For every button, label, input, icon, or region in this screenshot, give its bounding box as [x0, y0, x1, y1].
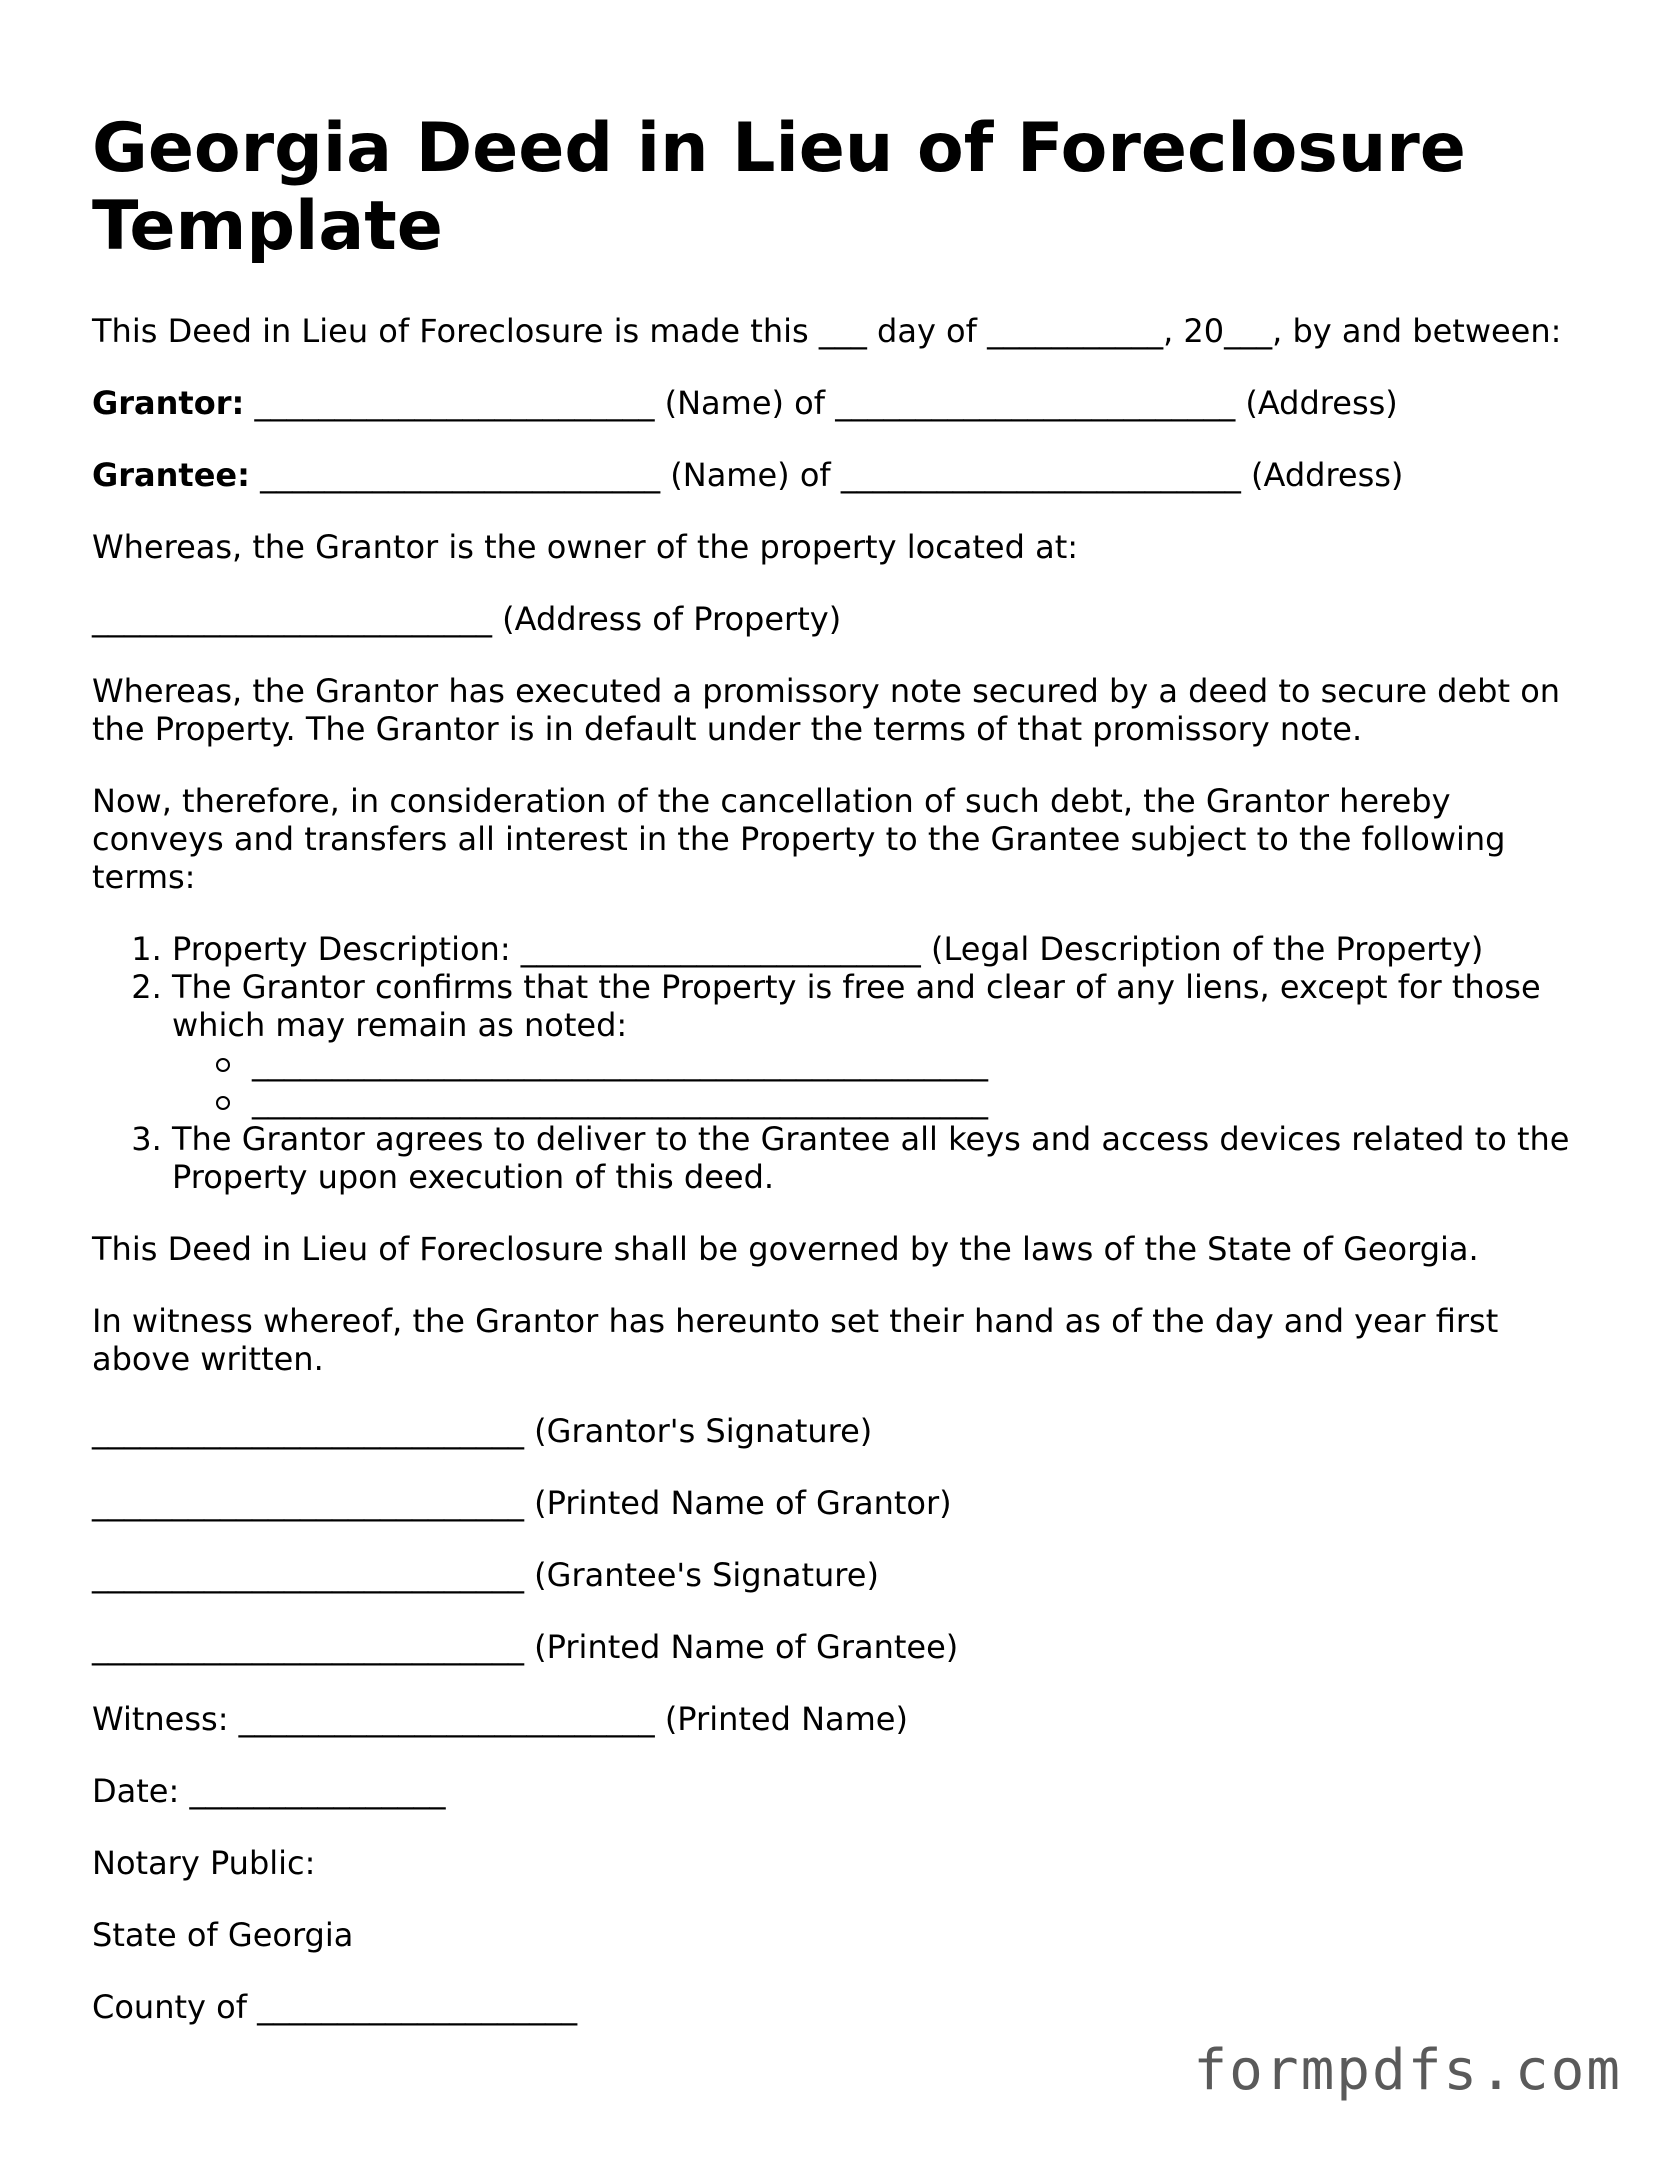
- liens-list: [172, 1044, 1592, 1120]
- notary-heading: Notary Public:: [92, 1844, 316, 1882]
- lien-blank: ______________________________________________: [252, 1082, 988, 1120]
- lien-blank: ______________________________________________: [252, 1044, 988, 1082]
- intro-paragraph: This Deed in Lieu of Foreclosure is made this ___ day of ___________, 20___, by and between:: [92, 312, 1562, 350]
- property-address-line: _________________________ (Address of Property): [92, 600, 842, 638]
- grantee-line: [92, 456, 1592, 494]
- governed-paragraph: This Deed in Lieu of Foreclosure shall be governed by the laws of the State of Georgia.: [92, 1230, 1479, 1268]
- date-line: Date: ________________: [92, 1772, 446, 1810]
- circle-bullet-icon: [216, 1058, 230, 1072]
- now-therefore-paragraph: Now, therefore, in consideration of the cancellation of such debt, the Grantor hereby conveys and transfers all interest in the Property to the Grantee subject to the following terms:: [92, 782, 1506, 896]
- state-line: State of Georgia: [92, 1916, 354, 1954]
- whereas-owner-paragraph: Whereas, the Grantor is the owner of the property located at:: [92, 528, 1079, 566]
- lien-item: [212, 1044, 1592, 1082]
- watermark: formpdfs.com: [1193, 2038, 1622, 2103]
- term-1-text: Property Description: _________________________ (Legal Description of the Property): [172, 930, 1484, 968]
- document-page: [92, 110, 1592, 2060]
- term-liens: [172, 968, 1592, 1120]
- lien-item: [212, 1082, 1592, 1120]
- county-line: County of ____________________: [92, 1988, 578, 2026]
- term-2-text: The Grantor confirms that the Property is free and clear of any liens, except for those which may remain as noted:: [172, 968, 1541, 1044]
- grantor-signature-line: ___________________________ (Grantor's Signature): [92, 1412, 873, 1450]
- grantee-printed-name-line: ___________________________ (Printed Name of Grantee): [92, 1628, 959, 1666]
- grantor-fields: _________________________ (Name) of _________________________ (Address): [254, 384, 1398, 422]
- grantee-signature-line: ___________________________ (Grantee's Signature): [92, 1556, 879, 1594]
- terms-list: [92, 930, 1592, 1196]
- term-property-description: [172, 930, 1592, 968]
- grantor-line: [92, 384, 1592, 422]
- witness-whereof-paragraph: In witness whereof, the Grantor has hereunto set their hand as of the day and year first above written.: [92, 1302, 1499, 1378]
- grantee-fields: _________________________ (Name) of _________________________ (Address): [260, 456, 1404, 494]
- grantee-label: Grantee:: [92, 456, 250, 494]
- term-keys: [172, 1120, 1592, 1196]
- term-3-text: The Grantor agrees to deliver to the Grantee all keys and access devices related to the Property upon execution of this deed.: [172, 1120, 1570, 1196]
- whereas-note-paragraph: Whereas, the Grantor has executed a promissory note secured by a deed to secure debt on the Property. The Grantor is in default under the terms of that promissory note.: [92, 672, 1561, 748]
- witness-line: Witness: __________________________ (Printed Name): [92, 1700, 908, 1738]
- grantor-printed-name-line: ___________________________ (Printed Name of Grantor): [92, 1484, 952, 1522]
- grantor-label: Grantor:: [92, 384, 245, 422]
- circle-bullet-icon: [216, 1096, 230, 1110]
- document-title: Georgia Deed in Lieu of Foreclosure Template: [92, 109, 1466, 266]
